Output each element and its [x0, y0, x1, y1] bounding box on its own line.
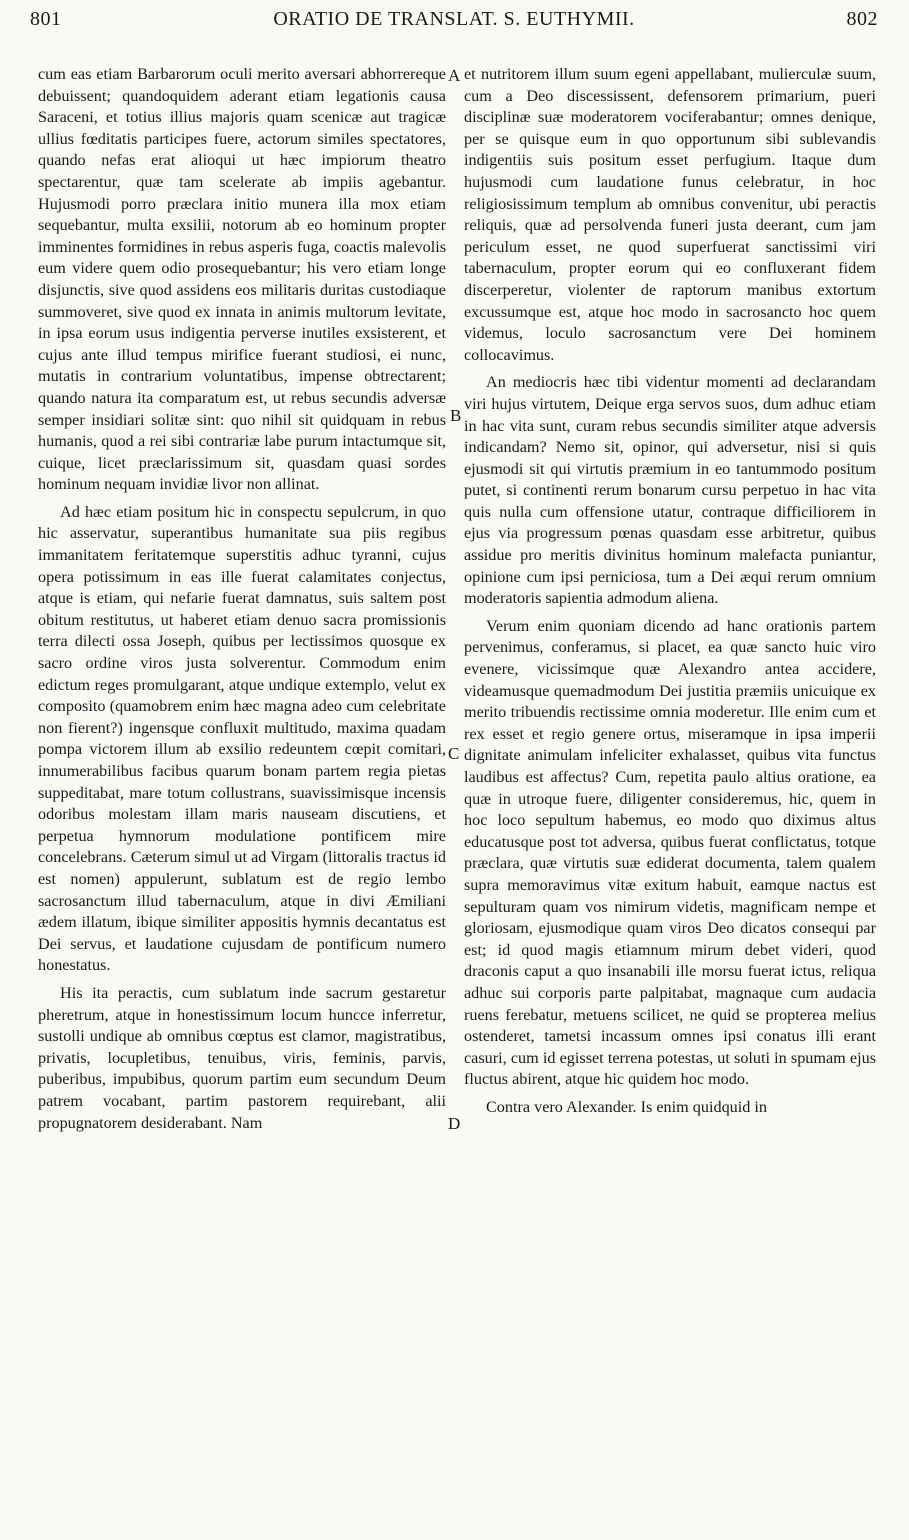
paragraph: Contra vero Alexander. Is enim quidquid in [486, 1097, 767, 1116]
page-number-right: 802 [846, 8, 878, 30]
left-column [38, 64, 446, 1140]
page-number-left: 801 [30, 8, 62, 30]
section-marker-d: D [448, 1114, 461, 1133]
paragraph: Verum enim quoniam dicendo ad hanc orationis partem pervenimus, conferamus, si placet, ea quæ sancto huic viro evenere, vicissimque quæ Alexandro antea accidere, videamusque quemadmodum Dei justitia præmiis unicuique ex merito tribuendis rectissime omnia moderetur. Ille enim cum et rex esset et regio genere ortus, miseramque in ipsa imperii dignitate animulam infeliciter exhalasset, quibus vita functus laudibus est affectus? Cum, repetita paulo altius oratione, ea quæ in utroque fuere, diligenter consideremus, hic, quem in hoc loco sepultum habemus, eo modo quo diximus altus educatusque post tot adversa, quibus fuerat conflictatus, totque præclara, quæ virtutis suæ ediderat documenta, talem qualem supra memoravimus vitæ exitum habuit, eamque nactus est sepulturam quam vos nimirum videtis, magnificam nempe et gloriosam, ejusmodique quam viros Deo dicatos consequi par est; id quod magis etiamnum mirum debet videri, quod draconis caput a quo insanabili ille morsu fuerat ictus, reliqua adhuc sui corporis parte palpitabat, magnaque cum audacia ruens ferebatur, metuens scilicet, ne quid se propterea melius ostenderet, tametsi incassum omnes ipsi conatus illi erant casuri, cum id egisset terrena potestas, ut soluti in spumam ejus fluctus abirent, atque hic quidem hoc modo. [464, 616, 876, 1089]
running-title: ORATIO DE TRANSLAT. S. EUTHYMII. [273, 8, 635, 30]
section-marker-c: C [448, 744, 460, 763]
paragraph: cum eas etiam Barbarorum oculi merito aversari abhorrereque debuissent; quandoquidem aderant etiam legationis causa Saraceni, et totius illius majoris quam scenicæ aut tragicæ ullius fœditatis participes fuere, actorum similes spectatores, quando nefas erat alioqui ut hæc impiorum theatro spectarentur, quæ tam scelerate ab impiis agebantur. Hujusmodi porro præclara initio munera illa mox etiam sequebantur, multa exsilii, notorum ab eo hominum propter imminentes formidines in rebus asperis fuga, coactis malevolis eum videre quem odio prosequebantur; his vero etiam longe disjunctis, sive quod assidens eos militaris duritas custodiaque summoveret, sive quod ex innata in animis multorum levitate, in ipsa eorum usus indigentia perverse inutiles exsisterent, et cujus ante illud tempus mirifice fuerant studiosi, ei nunc, mutatis in contrarium voluntatibus, impense obtrectarent; quando natura ita comparatum est, ut rebus secundis adversæ semper insidiari solitæ sint: quo nihil sit quidquam in rebus humanis, quod a rei sibi contrariæ labe purum intactumque sit, cuique, licet præclarissimum sit, quasdam quasi sordes hominum nequam invidiæ livor non allinat. [38, 65, 446, 494]
right-column [464, 64, 876, 1125]
paragraph: An mediocris hæc tibi videntur momenti ad declarandam viri hujus virtutem, Deique erga servos suos, dum adhuc etiam in hac vita sunt, curam rebus secundis similiter atque adversis indicandam? Nemo sit, opinor, qui adversetur, nisi si quis ejusmodi sit qui virtutis præmium in eo tantummodo positum putet, si continenti rerum bonarum cursu perpetuo in hac vita quis nulla cum offensione utatur, contraque difficiliorem in ejus via progressum pœnas quasdam esse arbitretur, quibus assidue pro meritis divinitus hominum malefacta puniantur, opinione cum ipsi perniciosa, tum a Dei æqui rerum omnium moderatoris sapientia admodum aliena. [464, 373, 876, 608]
paragraph: Ad hæc etiam positum hic in conspectu sepulcrum, in quo hic asservatur, superantibus humanitate sua piis regibus immanitatem feritatemque superstitis adhuc tyranni, cujus opera potissimum in eas ille fuerat calamitates conjectus, atque is etiam, qui nefarie fuerat damnatus, suis saltem post obitum restitutus, ut haberet etiam denuo sacra promissionis terra dilecti ossa Joseph, quibus per lectissimos quosque ex sacro ordine viros justa solverentur. Commodum enim edictum reges promulgarant, atque undique extemplo, velut ex composito (quamobrem enim hæc magna adeo cum celebritate non fierent?) ingensque confluxit multitudo, maxima quadam pompa victorem illum ab exsilio redeuntem cœpit comitari, innumerabilibus facibus quarum bonam partem regia pietas suppeditabat, mare totum collustrans, suavissimisque incensis odoribus molestam illam maris nauseam discutiens, et perpetua hymnorum modulatione pontificem mire concelebrans. Cæterum simul ut ad Virgam (littoralis tractus id est nomen) appulerunt, sublatum est de regio lembo sacrosanctum illud tabernaculum, atque in divi Æmiliani ædem illatum, ibique similiter appositis hymnis decantatus est Dei servus, et laudatione cujusdam de pontificum numero honestatus. [38, 502, 446, 975]
section-marker-b: B [450, 406, 462, 425]
section-marker-a: A [448, 66, 461, 85]
running-header [30, 8, 878, 44]
paragraph: His ita peractis, cum sublatum inde sacrum gestaretur pheretrum, atque in honestissimum locum huncce inferretur, sustolli undique ab omnibus cœptus est clamor, magistratibus, privatis, locupletibus, tenuibus, viris, feminis, parvis, puberibus, impubibus, quorum partim eum secundum Deum patrem vocabant, partim pastorem requirebant, alii propugnatorem desiderabant. Nam [38, 983, 446, 1132]
paragraph: et nutritorem illum suum egeni appellabant, mulierculæ suum, cum a Deo discessissent, defensorem primarium, pueri disciplinæ suæ moderatorem vociferabantur; omnes denique, per se quisque eum in quo opportunum sibi sublevandis indigentiis suis positum esset perfugium. Itaque dum hujusmodi cum laudatione funus celebratur, in hoc religiosissimum templum ab omnibus convenitur, ubi peractis reliquis, quæ ad persolvenda funeri justa deerant, cum jam periculum esset, ne quod superfuerat sanctissimi viri tabernaculum, propter eorum qui eo confluxerant fidem discerperetur, violenter de raptorum manibus extortum excussumque est, atque hoc modo in sacrosancto hoc quem videmus, loculo sacrosanctum vere Dei hominem collocavimus. [464, 65, 876, 364]
